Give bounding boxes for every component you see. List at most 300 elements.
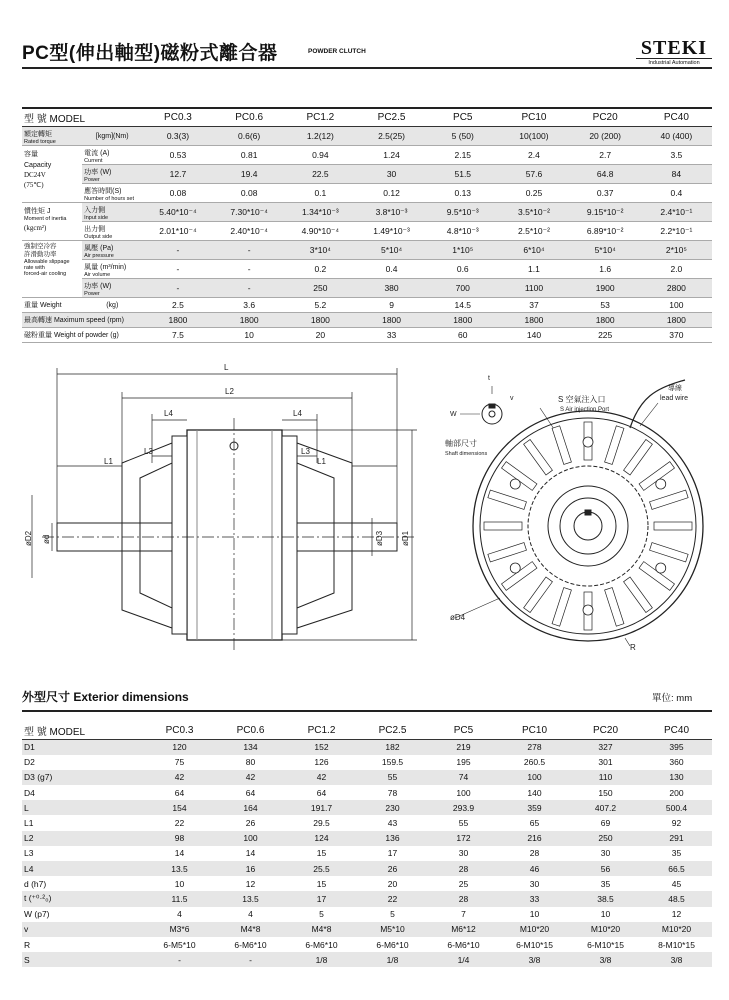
powder-label: 磁粉重量 Weight of powder (g) [22, 328, 142, 343]
value-cell: 92 [671, 818, 682, 829]
model-col: PC5 [427, 109, 498, 127]
radial-slot [552, 426, 571, 465]
value-cell: 2.5*10⁻² [498, 222, 569, 241]
model-col: PC2.5 [356, 109, 427, 127]
value-cell: 0.3(3) [142, 127, 213, 146]
value-cell: 69 [600, 818, 611, 829]
value-cell: 0.25 [498, 184, 569, 203]
value-cell: 0.12 [356, 184, 427, 203]
radial-slot [552, 588, 571, 627]
value-cell: 395 [641, 740, 712, 755]
dim-d: ød [42, 534, 51, 544]
current-row [22, 146, 712, 165]
air-pressure-label: 風壓 (Pa) Air pressure [82, 241, 142, 260]
value-cell: 172 [428, 831, 499, 846]
label-w: W [450, 411, 457, 418]
clutch-body [187, 430, 282, 640]
value-cell: 11.5 [144, 891, 215, 906]
weight-unit: (kg) [82, 298, 142, 313]
value-cell: 9.5*10⁻³ [427, 203, 498, 222]
value-cell: 10(100) [498, 127, 569, 146]
exterior-row [22, 831, 712, 846]
logo-subtext: Industrial Automation [648, 60, 700, 66]
value-cell: 2*10⁵ [641, 241, 712, 260]
value-cell: 12 [671, 909, 682, 920]
value-cell: 260.5 [523, 757, 546, 768]
value-cell: - [214, 260, 285, 279]
input-side-row [22, 203, 712, 222]
rated-torque-unit: [kgm](Nm) [82, 127, 142, 146]
max-speed-row [22, 313, 712, 328]
radial-slot [524, 577, 553, 612]
rated-torque-label: 額定轉矩 Rated torque [22, 127, 82, 146]
value-cell: 6-M5*10 [163, 939, 196, 950]
radial-slot [605, 426, 624, 465]
value-cell: 20 [387, 878, 398, 889]
value-cell: 3/8 [570, 952, 641, 967]
exterior-row-label: L3 [24, 848, 34, 859]
value-cell: 12 [245, 878, 256, 889]
value-cell: 1800 [641, 313, 712, 328]
label-shaft-en: Shaft dimensions [445, 451, 488, 457]
value-cell: 19.4 [214, 165, 285, 184]
value-cell: 6-M10*15 [587, 939, 624, 950]
model-col: PC0.3 [142, 109, 213, 127]
value-cell: 250 [570, 831, 641, 846]
exterior-row [22, 770, 712, 785]
value-cell: 5 (50) [427, 127, 498, 146]
exterior-row-label: D3 (g7) [22, 770, 144, 785]
value-cell: 140 [527, 787, 542, 798]
value-cell: 65 [529, 818, 540, 829]
value-cell: 14 [174, 848, 185, 859]
spec-table [22, 109, 712, 343]
value-cell: 1800 [570, 313, 641, 328]
value-cell: M5*10 [357, 922, 428, 937]
value-cell: 225 [570, 328, 641, 343]
bolt-hole [656, 479, 666, 489]
value-cell: 26 [357, 861, 428, 876]
value-cell: 4.8*10⁻³ [427, 222, 498, 241]
right-hub [297, 443, 352, 628]
value-cell: 13.5 [144, 861, 215, 876]
exterior-row [22, 815, 712, 830]
value-cell: 42 [215, 770, 286, 785]
value-cell: 30 [529, 878, 540, 889]
value-cell: 134 [215, 740, 286, 755]
value-cell: 78 [387, 787, 398, 798]
label-lead-cn: 導線 [668, 385, 682, 392]
value-cell: 2.5 [142, 298, 213, 313]
model-col: PC0.6 [215, 722, 286, 740]
label-s-cn: S 空氣注入口 [558, 395, 606, 404]
value-cell: 35 [600, 878, 611, 889]
value-cell: 159.5 [381, 757, 404, 768]
exterior-row-label: L1 [24, 818, 34, 829]
value-cell: 46 [499, 861, 570, 876]
value-cell: 2.4 [498, 146, 569, 165]
dim-L3-right: L3 [301, 447, 310, 456]
exterior-row-label: W (p7) [24, 909, 50, 920]
exterior-row [22, 846, 712, 861]
value-cell: 98 [144, 831, 215, 846]
capacity-label: 容量 Capacity DC24V (75℃) [22, 146, 82, 203]
value-cell: 64 [245, 787, 256, 798]
value-cell: 2.0 [641, 260, 712, 279]
value-cell: 293.9 [428, 800, 499, 815]
exterior-row-label: D2 [24, 757, 35, 768]
value-cell: 9 [356, 298, 427, 313]
label-lead-en: lead wire [660, 395, 689, 402]
value-cell: 130 [641, 770, 712, 785]
value-cell: 64.8 [570, 165, 641, 184]
value-cell: M4*8 [286, 922, 357, 937]
value-cell: 29.5 [313, 818, 330, 829]
exterior-row-label: S [22, 952, 144, 967]
value-cell: 64 [316, 787, 327, 798]
value-cell: 33 [499, 891, 570, 906]
value-cell: 100 [641, 298, 712, 313]
value-cell: 42 [144, 770, 215, 785]
value-cell: 0.81 [214, 146, 285, 165]
value-cell: 16 [215, 861, 286, 876]
value-cell: 10 [529, 909, 540, 920]
value-cell: 2.5(25) [356, 127, 427, 146]
current-label: 電流 (A) Current [82, 146, 142, 165]
value-cell: 6-M6*10 [234, 939, 267, 950]
value-cell: 1800 [356, 313, 427, 328]
value-cell: 17 [387, 848, 398, 859]
value-cell: 1.34*10⁻³ [285, 203, 356, 222]
value-cell: 15 [316, 878, 327, 889]
bolt-hole [510, 479, 520, 489]
value-cell: M10*20 [641, 922, 712, 937]
value-cell: 0.53 [142, 146, 213, 165]
value-cell: 216 [499, 831, 570, 846]
value-cell: 124 [286, 831, 357, 846]
value-cell: 182 [357, 740, 428, 755]
value-cell: 28 [428, 891, 499, 906]
value-cell: 22.5 [285, 165, 356, 184]
dim-L1-right: L1 [317, 457, 326, 466]
value-cell: 20 (200) [570, 127, 641, 146]
value-cell: 500.4 [641, 800, 712, 815]
model-col: PC10 [498, 109, 569, 127]
value-cell: 2.15 [427, 146, 498, 165]
exterior-row-label: L [22, 800, 144, 815]
dim-L4-left: L4 [164, 409, 173, 418]
value-cell: 25.5 [286, 861, 357, 876]
value-cell: 1900 [570, 279, 641, 298]
value-cell: 360 [669, 757, 684, 768]
label-R: R [630, 643, 636, 652]
value-cell: 12.7 [142, 165, 213, 184]
value-cell: 291 [641, 831, 712, 846]
bolt-hole [583, 605, 593, 615]
value-cell: 1.49*10⁻³ [356, 222, 427, 241]
value-cell: 1100 [498, 279, 569, 298]
value-cell: M10*20 [499, 922, 570, 937]
value-cell: 13.5 [215, 891, 286, 906]
value-cell: 7 [461, 909, 466, 920]
value-cell: 43 [387, 818, 398, 829]
value-cell: 100 [499, 770, 570, 785]
value-cell: 4.90*10⁻⁴ [285, 222, 356, 241]
value-cell: 17 [286, 891, 357, 906]
value-cell: 8-M10*15 [658, 939, 695, 950]
exterior-row-label: R [24, 939, 31, 950]
exterior-header-row [22, 722, 712, 740]
value-cell: 1/4 [428, 952, 499, 967]
dim-D1: øD1 [401, 530, 410, 546]
label-shaft-cn: 軸部尺寸 [445, 439, 477, 448]
exterior-row [22, 785, 712, 800]
value-cell: - [144, 952, 215, 967]
value-cell: - [142, 279, 213, 298]
value-cell: - [214, 279, 285, 298]
value-cell: 7.5 [142, 328, 213, 343]
value-cell: 195 [456, 757, 471, 768]
value-cell: 0.08 [214, 184, 285, 203]
value-cell: 1*10⁵ [427, 241, 498, 260]
value-cell: 48.5 [641, 891, 712, 906]
radial-slot [654, 522, 692, 530]
dim-L2: L2 [225, 387, 234, 396]
exterior-row [22, 937, 712, 952]
time-const-row [22, 184, 712, 203]
value-cell: 14.5 [427, 298, 498, 313]
value-cell: 35 [671, 848, 682, 859]
value-cell: 55 [357, 770, 428, 785]
model-col: PC20 [570, 722, 641, 740]
value-cell: 126 [314, 757, 329, 768]
value-cell: 140 [498, 328, 569, 343]
power-row [22, 165, 712, 184]
value-cell: 22 [174, 818, 185, 829]
radial-slot [650, 543, 689, 562]
value-cell: 74 [428, 770, 499, 785]
powder-row [22, 328, 712, 343]
value-cell: 0.13 [427, 184, 498, 203]
dim-L3-left: L3 [144, 447, 153, 456]
value-cell: 2800 [641, 279, 712, 298]
value-cell: 250 [285, 279, 356, 298]
radial-slot [624, 440, 653, 475]
value-cell: 15 [316, 848, 327, 859]
value-cell: 301 [598, 757, 613, 768]
value-cell: 37 [498, 298, 569, 313]
exterior-row-label: D1 [22, 740, 144, 755]
value-cell: - [142, 260, 213, 279]
exterior-row [22, 922, 712, 937]
value-cell: 7.30*10⁻⁴ [214, 203, 285, 222]
left-hub [122, 443, 172, 628]
value-cell: 2.01*10⁻⁴ [142, 222, 213, 241]
exterior-row-label: L4 [22, 861, 144, 876]
value-cell: 5.40*10⁻⁴ [142, 203, 213, 222]
value-cell: 3.6 [214, 298, 285, 313]
value-cell: M4*8 [215, 922, 286, 937]
value-cell: 110 [570, 770, 641, 785]
value-cell: 150 [598, 787, 613, 798]
dim-L1-left: L1 [104, 457, 113, 466]
value-cell: 55 [458, 818, 469, 829]
value-cell: 0.08 [142, 184, 213, 203]
value-cell: 100 [215, 831, 286, 846]
air-volume-label: 風量 (m³/min) Air volume [82, 260, 142, 279]
value-cell: 370 [641, 328, 712, 343]
value-cell: 3/8 [499, 952, 570, 967]
weight-label: 重量 Weight [22, 298, 82, 313]
value-cell: 191.7 [286, 800, 357, 815]
value-cell: 0.94 [285, 146, 356, 165]
exterior-row-label: t (⁺⁰·²₀) [22, 891, 144, 906]
brand-logo [636, 38, 712, 66]
value-cell: 2.7 [570, 146, 641, 165]
exterior-row [22, 740, 712, 755]
side-view-drawing [22, 358, 432, 668]
value-cell: 327 [570, 740, 641, 755]
radial-slot [488, 543, 527, 562]
value-cell: 1/8 [357, 952, 428, 967]
air-pressure-row [22, 241, 712, 260]
model-col: PC40 [641, 722, 712, 740]
exterior-title: 外型尺寸 Exterior dimensions [22, 690, 189, 704]
value-cell: 4 [248, 909, 253, 920]
value-cell: 6-M6*10 [376, 939, 409, 950]
value-cell: 14 [245, 848, 256, 859]
radial-slot [524, 440, 553, 475]
value-cell: 3/8 [641, 952, 712, 967]
value-cell: 40 (400) [641, 127, 712, 146]
value-cell: 0.1 [285, 184, 356, 203]
exterior-row-label: L2 [22, 831, 144, 846]
value-cell: 230 [357, 800, 428, 815]
value-cell: 10 [214, 328, 285, 343]
value-cell: 9.15*10⁻² [570, 203, 641, 222]
value-cell: 57.6 [498, 165, 569, 184]
slip-label: 強制空冷容 許滑動功率 Allowable slippage rate with forced-air cooling [22, 241, 82, 298]
exterior-row [22, 861, 712, 876]
radial-slot [488, 490, 527, 509]
value-cell: 100 [456, 787, 471, 798]
value-cell: 26 [245, 818, 256, 829]
value-cell: 5*10⁴ [356, 241, 427, 260]
value-cell: 1800 [285, 313, 356, 328]
value-cell: 1800 [214, 313, 285, 328]
value-cell: 1.1 [498, 260, 569, 279]
model-col: PC1.2 [285, 109, 356, 127]
exterior-row [22, 952, 712, 967]
value-cell: 4 [177, 909, 182, 920]
output-side-row [22, 222, 712, 241]
value-cell: 1800 [427, 313, 498, 328]
value-cell: - [214, 241, 285, 260]
value-cell: 2.2*10⁻¹ [641, 222, 712, 241]
value-cell: 164 [215, 800, 286, 815]
value-cell: 3.5 [641, 146, 712, 165]
value-cell: 219 [428, 740, 499, 755]
exterior-row [22, 891, 712, 906]
page-subtitle: POWDER CLUTCH [308, 48, 366, 55]
label-v: v [510, 395, 514, 402]
exterior-row [22, 800, 712, 815]
bolt-hole [510, 563, 520, 573]
exterior-row-label: v [22, 922, 144, 937]
value-cell: 60 [427, 328, 498, 343]
dim-L4-right: L4 [293, 409, 302, 418]
value-cell: 38.5 [570, 891, 641, 906]
header-rule [22, 67, 712, 69]
value-cell: 45 [671, 878, 682, 889]
value-cell: 3*10⁴ [285, 241, 356, 260]
value-cell: 5*10⁴ [570, 241, 641, 260]
value-cell: 10 [174, 878, 185, 889]
value-cell: 359 [499, 800, 570, 815]
value-cell: 0.4 [641, 184, 712, 203]
value-cell: 6.89*10⁻² [570, 222, 641, 241]
label-t: t [488, 375, 490, 382]
value-cell: 33 [356, 328, 427, 343]
value-cell: 5 [390, 909, 395, 920]
spec-header-row [22, 109, 712, 127]
page-title: PC型(伸出軸型)磁粉式離合器 [22, 43, 278, 64]
bolt-hole [656, 563, 666, 573]
value-cell: 22 [357, 891, 428, 906]
value-cell: 1/8 [286, 952, 357, 967]
max-speed-label: 最高轉速 Maximum speed (rpm) [22, 313, 142, 328]
value-cell: 84 [641, 165, 712, 184]
model-col: PC10 [499, 722, 570, 740]
value-cell: 0.6 [427, 260, 498, 279]
radial-slot [624, 577, 653, 612]
label-s-en: S Air injection Port [560, 407, 610, 413]
value-cell: 3.5*10⁻² [498, 203, 569, 222]
value-cell: 75 [174, 757, 185, 768]
value-cell: - [215, 952, 286, 967]
value-cell: 28 [529, 848, 540, 859]
radial-slot [605, 588, 624, 627]
model-col: PC40 [641, 109, 712, 127]
value-cell: 80 [245, 757, 256, 768]
value-cell: 1.24 [356, 146, 427, 165]
rated-torque-row [22, 127, 712, 146]
value-cell: 1800 [498, 313, 569, 328]
value-cell: 5 [319, 909, 324, 920]
model-col: PC1.2 [286, 722, 357, 740]
value-cell: 2.40*10⁻⁴ [214, 222, 285, 241]
value-cell: 380 [356, 279, 427, 298]
exterior-row [22, 755, 712, 770]
model-col: PC0.3 [144, 722, 215, 740]
model-col: PC0.6 [214, 109, 285, 127]
value-cell: 5.2 [285, 298, 356, 313]
inertia-label: 慣性矩 J Moment of inertia (kgcm²) [22, 203, 82, 241]
weight-row [22, 298, 712, 313]
value-cell: 136 [357, 831, 428, 846]
value-cell: 0.2 [285, 260, 356, 279]
output-side-label: 出力側 Output side [82, 222, 142, 241]
dim-D3: øD3 [375, 530, 384, 546]
value-cell: M3*6 [144, 922, 215, 937]
value-cell: 28 [428, 861, 499, 876]
value-cell: 64 [174, 787, 185, 798]
value-cell: 278 [499, 740, 570, 755]
value-cell: 3.8*10⁻³ [356, 203, 427, 222]
model-col: PC20 [570, 109, 641, 127]
front-view-drawing [440, 368, 715, 668]
dim-L: L [224, 363, 229, 372]
